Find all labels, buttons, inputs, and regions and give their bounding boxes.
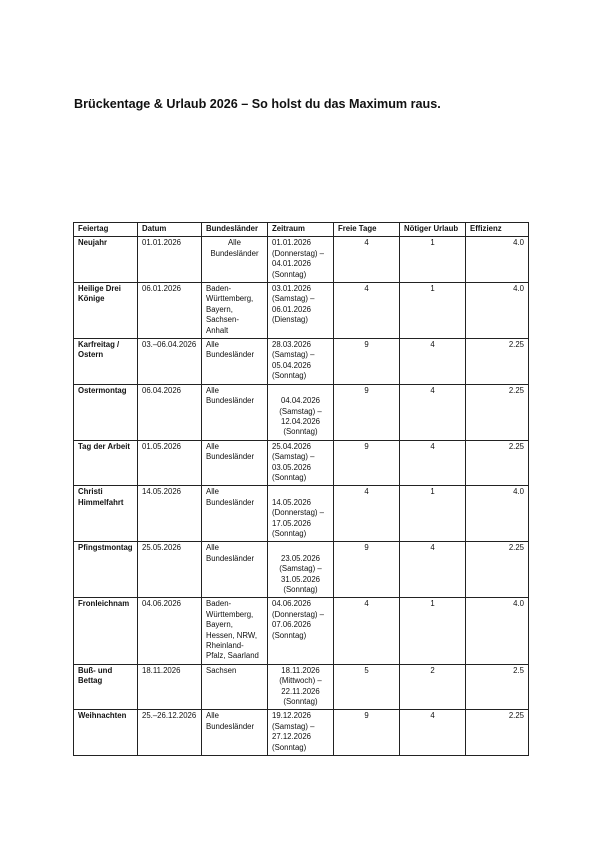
table-header-row	[74, 223, 529, 237]
cell-datum: 04.06.2026	[138, 598, 202, 664]
cell-effizienz: 2.25	[466, 440, 529, 486]
cell-freie-tage: 9	[334, 542, 400, 598]
cell-zeitraum: 04.06.2026 (Donnerstag) – 07.06.2026 (Sonntag)	[268, 598, 334, 664]
cell-freie-tage: 4	[334, 486, 400, 542]
cell-zeitraum: 14.05.2026 (Donnerstag) – 17.05.2026 (Sonntag)	[268, 486, 334, 542]
cell-datum: 01.01.2026	[138, 237, 202, 283]
cell-noetiger-urlaub: 4	[400, 440, 466, 486]
cell-freie-tage: 4	[334, 598, 400, 664]
cell-effizienz: 4.0	[466, 283, 529, 339]
table-row	[74, 486, 529, 542]
table-body	[74, 237, 529, 756]
cell-datum: 06.01.2026	[138, 283, 202, 339]
cell-noetiger-urlaub: 1	[400, 598, 466, 664]
cell-datum: 03.–06.04.2026	[138, 339, 202, 385]
header-datum: Datum	[138, 223, 202, 237]
cell-feiertag: Tag der Arbeit	[74, 440, 138, 486]
table-row	[74, 339, 529, 385]
cell-feiertag: Pfingstmontag	[74, 542, 138, 598]
cell-bundeslaender: Alle Bundesländer	[202, 237, 268, 283]
cell-bundeslaender: Alle Bundesländer	[202, 384, 268, 440]
table-row	[74, 237, 529, 283]
table-row	[74, 710, 529, 756]
cell-feiertag: Weihnachten	[74, 710, 138, 756]
table-row	[74, 440, 529, 486]
cell-noetiger-urlaub: 2	[400, 664, 466, 710]
cell-feiertag: Heilige Drei Könige	[74, 283, 138, 339]
cell-zeitraum: 19.12.2026 (Samstag) – 27.12.2026 (Sonntag)	[268, 710, 334, 756]
cell-bundeslaender: Baden- Württemberg, Bayern, Hessen, NRW, Rheinland- Pfalz, Saarland	[202, 598, 268, 664]
cell-noetiger-urlaub: 4	[400, 710, 466, 756]
cell-bundeslaender: Alle Bundesländer	[202, 440, 268, 486]
cell-bundeslaender: Alle Bundesländer	[202, 542, 268, 598]
cell-datum: 14.05.2026	[138, 486, 202, 542]
header-bundeslaender: Bundesländer	[202, 223, 268, 237]
cell-effizienz: 2.25	[466, 384, 529, 440]
cell-zeitraum: 23.05.2026 (Samstag) – 31.05.2026 (Sonntag)	[268, 542, 334, 598]
cell-effizienz: 2.25	[466, 542, 529, 598]
cell-bundeslaender: Sachsen	[202, 664, 268, 710]
cell-effizienz: 2.5	[466, 664, 529, 710]
cell-effizienz: 4.0	[466, 598, 529, 664]
cell-datum: 01.05.2026	[138, 440, 202, 486]
cell-zeitraum: 03.01.2026 (Samstag) – 06.01.2026 (Dienstag)	[268, 283, 334, 339]
cell-feiertag: Buß- und Bettag	[74, 664, 138, 710]
cell-feiertag: Christi Himmelfahrt	[74, 486, 138, 542]
cell-effizienz: 2.25	[466, 339, 529, 385]
cell-bundeslaender: Alle Bundesländer	[202, 710, 268, 756]
cell-datum: 06.04.2026	[138, 384, 202, 440]
cell-noetiger-urlaub: 1	[400, 283, 466, 339]
cell-freie-tage: 9	[334, 339, 400, 385]
cell-freie-tage: 9	[334, 384, 400, 440]
cell-feiertag: Ostermontag	[74, 384, 138, 440]
cell-freie-tage: 4	[334, 283, 400, 339]
cell-noetiger-urlaub: 4	[400, 339, 466, 385]
header-zeitraum: Zeitraum	[268, 223, 334, 237]
header-effizienz: Effizienz	[466, 223, 529, 237]
header-feiertag: Feiertag	[74, 223, 138, 237]
header-freie-tage: Freie Tage	[334, 223, 400, 237]
cell-noetiger-urlaub: 1	[400, 237, 466, 283]
cell-freie-tage: 9	[334, 710, 400, 756]
cell-effizienz: 4.0	[466, 237, 529, 283]
cell-datum: 25.–26.12.2026	[138, 710, 202, 756]
cell-bundeslaender: Alle Bundesländer	[202, 486, 268, 542]
table-row	[74, 598, 529, 664]
table-row	[74, 283, 529, 339]
cell-datum: 18.11.2026	[138, 664, 202, 710]
cell-feiertag: Fronleichnam	[74, 598, 138, 664]
cell-freie-tage: 9	[334, 440, 400, 486]
cell-datum: 25.05.2026	[138, 542, 202, 598]
cell-feiertag: Neujahr	[74, 237, 138, 283]
cell-freie-tage: 5	[334, 664, 400, 710]
cell-noetiger-urlaub: 4	[400, 542, 466, 598]
cell-noetiger-urlaub: 1	[400, 486, 466, 542]
cell-effizienz: 2.25	[466, 710, 529, 756]
cell-effizienz: 4.0	[466, 486, 529, 542]
cell-freie-tage: 4	[334, 237, 400, 283]
header-noetiger-urlaub: Nötiger Urlaub	[400, 223, 466, 237]
holiday-table	[73, 222, 529, 756]
cell-noetiger-urlaub: 4	[400, 384, 466, 440]
cell-zeitraum: 04.04.2026 (Samstag) – 12.04.2026 (Sonntag)	[268, 384, 334, 440]
cell-zeitraum: 25.04.2026 (Samstag) – 03.05.2026 (Sonntag)	[268, 440, 334, 486]
cell-bundeslaender: Alle Bundesländer	[202, 339, 268, 385]
table-row	[74, 384, 529, 440]
table-row	[74, 664, 529, 710]
cell-feiertag: Karfreitag / Ostern	[74, 339, 138, 385]
cell-bundeslaender: Baden- Württemberg, Bayern, Sachsen- Anhalt	[202, 283, 268, 339]
cell-zeitraum: 18.11.2026 (Mittwoch) – 22.11.2026 (Sonntag)	[268, 664, 334, 710]
cell-zeitraum: 01.01.2026 (Donnerstag) – 04.01.2026 (Sonntag)	[268, 237, 334, 283]
table-row	[74, 542, 529, 598]
page-title: Brückentage & Urlaub 2026 – So holst du das Maximum raus.	[74, 97, 441, 111]
cell-zeitraum: 28.03.2026 (Samstag) – 05.04.2026 (Sonntag)	[268, 339, 334, 385]
